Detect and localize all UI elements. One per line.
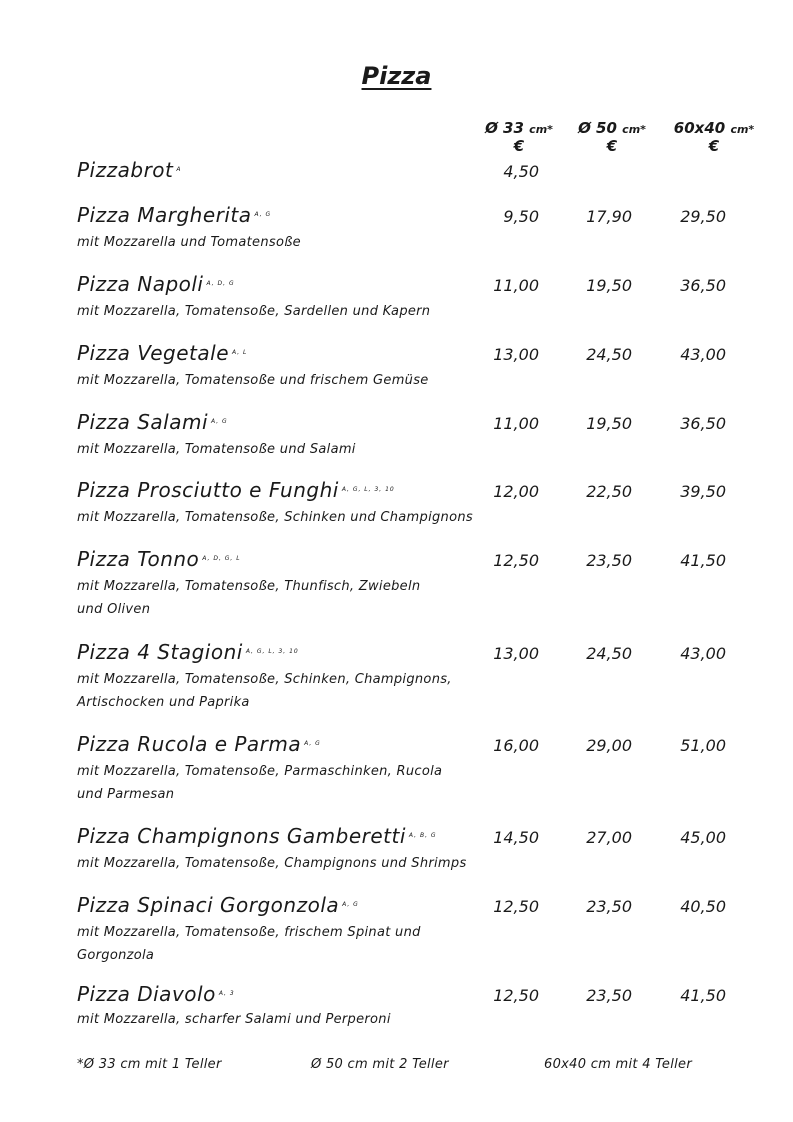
item-description: mit Mozzarella, Tomatensoße, Schinken und Champignons (77, 510, 473, 525)
footer-note-33cm: *Ø 33 cm mit 1 Teller (77, 1057, 222, 1072)
column-header-60x40cm: 60x40 cm* € (673, 119, 755, 155)
allergen-codes: A, D, G, L (202, 554, 241, 562)
item-name: Pizza Vegetale (77, 341, 229, 365)
allergen-codes: A, G, L, 3, 10 (245, 647, 299, 655)
item-description: mit Mozzarella, Tomatensoße, Parmaschinken, Rucola und Parmesan (77, 764, 443, 802)
menu-item (77, 640, 767, 710)
item-name: Pizza Margherita (77, 203, 252, 227)
price-50cm: 17,90 (586, 207, 632, 226)
price-50cm: 23,50 (586, 551, 632, 570)
item-name: Pizza Tonno (77, 547, 200, 571)
allergen-codes: A, G (254, 210, 272, 218)
price-50cm: 24,50 (586, 345, 632, 364)
allergen-codes: A, G, L, 3, 10 (341, 485, 395, 493)
price-60x40cm: 40,50 (680, 897, 726, 916)
price-60x40cm: 39,50 (680, 482, 726, 501)
price-33cm: 12,50 (493, 551, 539, 570)
menu-item (77, 893, 767, 963)
menu-item (77, 478, 767, 525)
item-description: mit Mozzarella und Tomatensoße (77, 235, 301, 250)
item-description: mit Mozzarella, Tomatensoße und Salami (77, 442, 356, 457)
price-60x40cm: 41,50 (680, 551, 726, 570)
price-60x40cm: 29,50 (680, 207, 726, 226)
column-header-33cm: Ø 33 cm* € (485, 119, 553, 155)
allergen-codes: A, G (304, 739, 321, 747)
price-50cm: 23,50 (586, 897, 632, 916)
price-50cm: 23,50 (586, 986, 632, 1005)
menu-item (77, 732, 767, 802)
item-name: Pizza Salami (77, 410, 209, 434)
footer-note-60x40cm: 60x40 cm mit 4 Teller (544, 1057, 692, 1072)
price-33cm: 4,50 (503, 162, 539, 181)
price-50cm: 19,50 (586, 276, 632, 295)
price-60x40cm: 36,50 (680, 276, 726, 295)
price-50cm: 22,50 (586, 482, 632, 501)
menu-item (77, 272, 767, 319)
price-60x40cm: 51,00 (680, 736, 726, 755)
price-50cm: 29,00 (586, 736, 632, 755)
allergen-codes: A, G (211, 417, 228, 425)
item-name: Pizza Rucola e Parma (77, 732, 302, 756)
menu-item (77, 547, 767, 617)
page-title: Pizza (361, 62, 432, 90)
price-60x40cm: 43,00 (680, 345, 726, 364)
price-60x40cm: 36,50 (680, 414, 726, 433)
item-description: mit Mozzarella, Tomatensoße, Schinken, Champignons, Artischocken und Paprika (77, 672, 452, 710)
item-description: mit Mozzarella, scharfer Salami und Perperoni (77, 1012, 391, 1027)
price-33cm: 11,00 (493, 276, 539, 295)
price-50cm: 19,50 (586, 414, 632, 433)
allergen-codes: A, 3 (218, 989, 235, 997)
allergen-codes: A, D, G (206, 279, 235, 287)
price-60x40cm: 43,00 (680, 644, 726, 663)
price-60x40cm: 41,50 (680, 986, 726, 1005)
item-name: Pizza 4 Stagioni (77, 640, 243, 664)
price-50cm: 27,00 (586, 828, 632, 847)
menu-item (77, 410, 767, 457)
item-description: mit Mozzarella, Tomatensoße, Sardellen und Kapern (77, 304, 431, 319)
price-60x40cm: 45,00 (680, 828, 726, 847)
price-50cm: 24,50 (586, 644, 632, 663)
item-description: mit Mozzarella, Tomatensoße und frischem Gemüse (77, 373, 429, 388)
allergen-codes: A (176, 165, 182, 173)
menu-item (77, 824, 767, 871)
price-33cm: 16,00 (493, 736, 539, 755)
item-name: Pizza Champignons Gamberetti (77, 824, 406, 848)
price-33cm: 14,50 (493, 828, 539, 847)
menu-item (77, 982, 767, 1027)
menu-item (77, 341, 767, 388)
item-name: Pizzabrot (77, 158, 174, 182)
price-33cm: 11,00 (493, 414, 539, 433)
price-33cm: 12,50 (493, 986, 539, 1005)
item-name: Pizza Prosciutto e Funghi (77, 478, 339, 502)
footer-note-50cm: Ø 50 cm mit 2 Teller (311, 1057, 449, 1072)
price-33cm: 13,00 (493, 644, 539, 663)
allergen-codes: A, L (232, 348, 248, 356)
price-33cm: 13,00 (493, 345, 539, 364)
item-description: mit Mozzarella, Tomatensoße, Thunfisch, Zwiebeln und Oliven (77, 579, 421, 617)
price-33cm: 12,00 (493, 482, 539, 501)
item-name: Pizza Napoli (77, 272, 204, 296)
menu-item (77, 158, 767, 182)
column-header-50cm: Ø 50 cm* € (578, 119, 646, 155)
allergen-codes: A, G (342, 900, 359, 908)
price-33cm: 9,50 (503, 207, 539, 226)
item-name: Pizza Spinaci Gorgonzola (77, 893, 340, 917)
menu-item (77, 203, 767, 250)
item-name: Pizza Diavolo (77, 982, 216, 1006)
item-description: mit Mozzarella, Tomatensoße, frischem Spinat und Gorgonzola (77, 925, 421, 963)
allergen-codes: A, B, G (408, 831, 437, 839)
item-description: mit Mozzarella, Tomatensoße, Champignons und Shrimps (77, 856, 467, 871)
price-33cm: 12,50 (493, 897, 539, 916)
